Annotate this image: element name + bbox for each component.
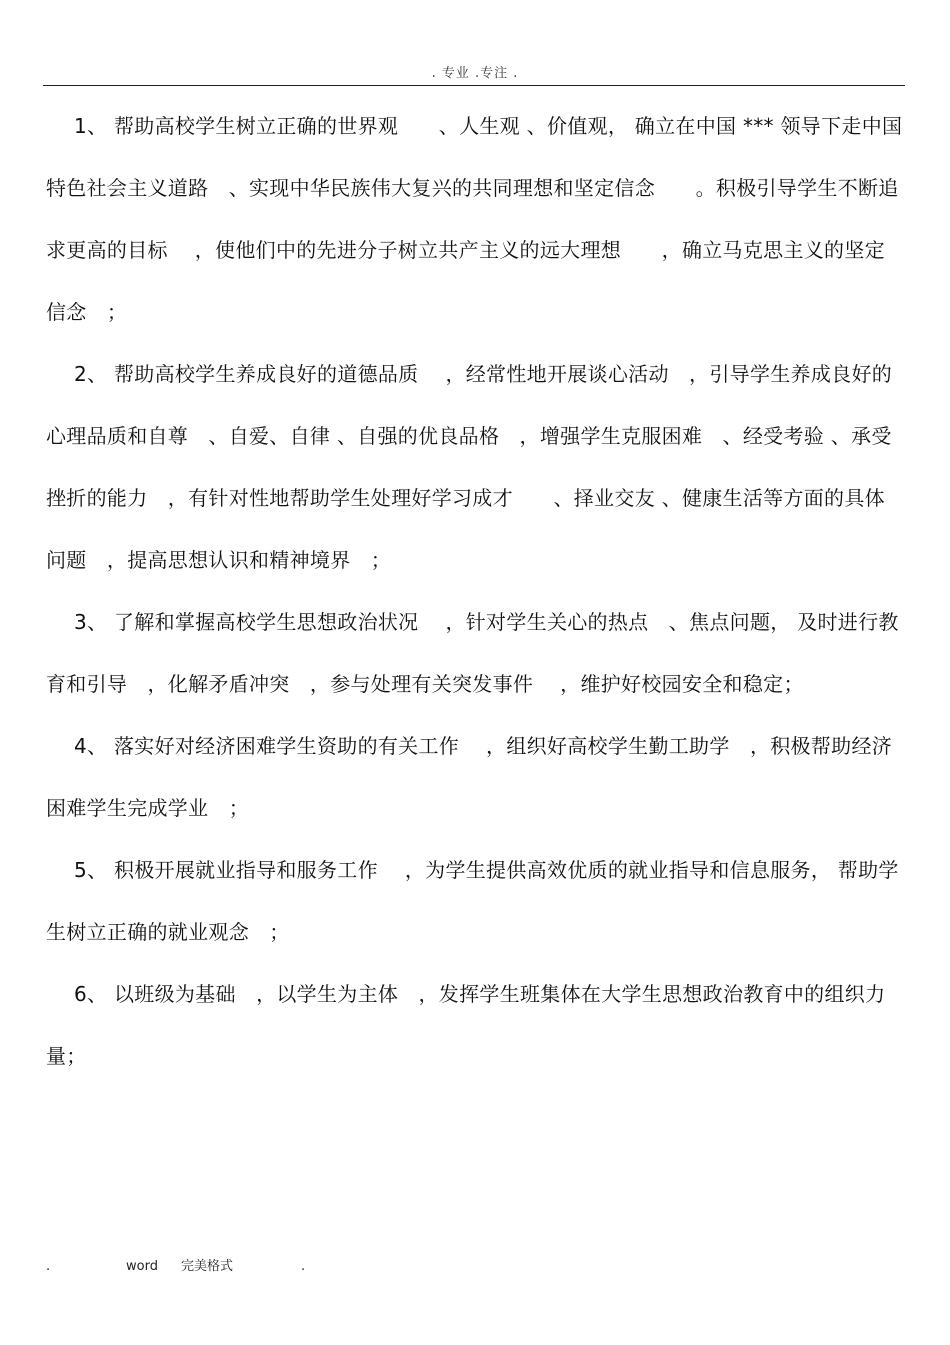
document-body [46,95,904,1087]
footer-dot-right: . [301,1259,306,1274]
paragraph-6: 6、 以班级为基础 ，以学生为主体 ，发挥学生班集体在大学生思想政治教育中的组织力量； [46,982,886,1068]
paragraph-1: 1、 帮助高校学生树立正确的世界观 、人生观 、价值观， 确立在中国 *** 领导下走中国特色社会主义道路 、实现中华民族伟大复兴的共同理想和坚定信念 。积极引导学生不断追求更高的目标 ，使他们中的先进分子树立共产主义的远大理想 ，确立马克思主义的坚定信念 ； [46,114,903,324]
page-header: . 专业 .专注 . [431,66,519,81]
header-divider [43,85,905,86]
paragraph-5: 5、 积极开展就业指导和服务工作 ，为学生提供高效优质的就业指导和信息服务， 帮助学生树立正确的就业观念 ； [46,858,899,944]
footer-label: 完美格式 [181,1259,234,1274]
footer-dot-left: . [46,1259,51,1274]
paragraph-4: 4、 落实好对经济困难学生资助的有关工作 ，组织好高校学生勤工助学 ，积极帮助经济困难学生完成学业 ； [46,734,893,820]
paragraph-3: 3、 了解和掌握高校学生思想政治状况 ，针对学生关心的热点 、焦点问题， 及时进行教育和引导 ，化解矛盾冲突 ，参与处理有关突发事件 ，维护好校园安全和稳定； [46,610,899,696]
page-footer [46,1255,305,1274]
footer-word: word [126,1259,158,1274]
paragraph-2: 2、 帮助高校学生养成良好的道德品质 ，经常性地开展谈心活动 ，引导学生养成良好的心理品质和自尊 、自爱、自律 、自强的优良品格 ，增强学生克服困难 、经受考验 、承受挫折的能力 ，有针对性地帮助学生处理好学习成才 、择业交友 、健康生活等方面的具体问题 ，提高思想认识和精神境界 ； [46,362,893,572]
